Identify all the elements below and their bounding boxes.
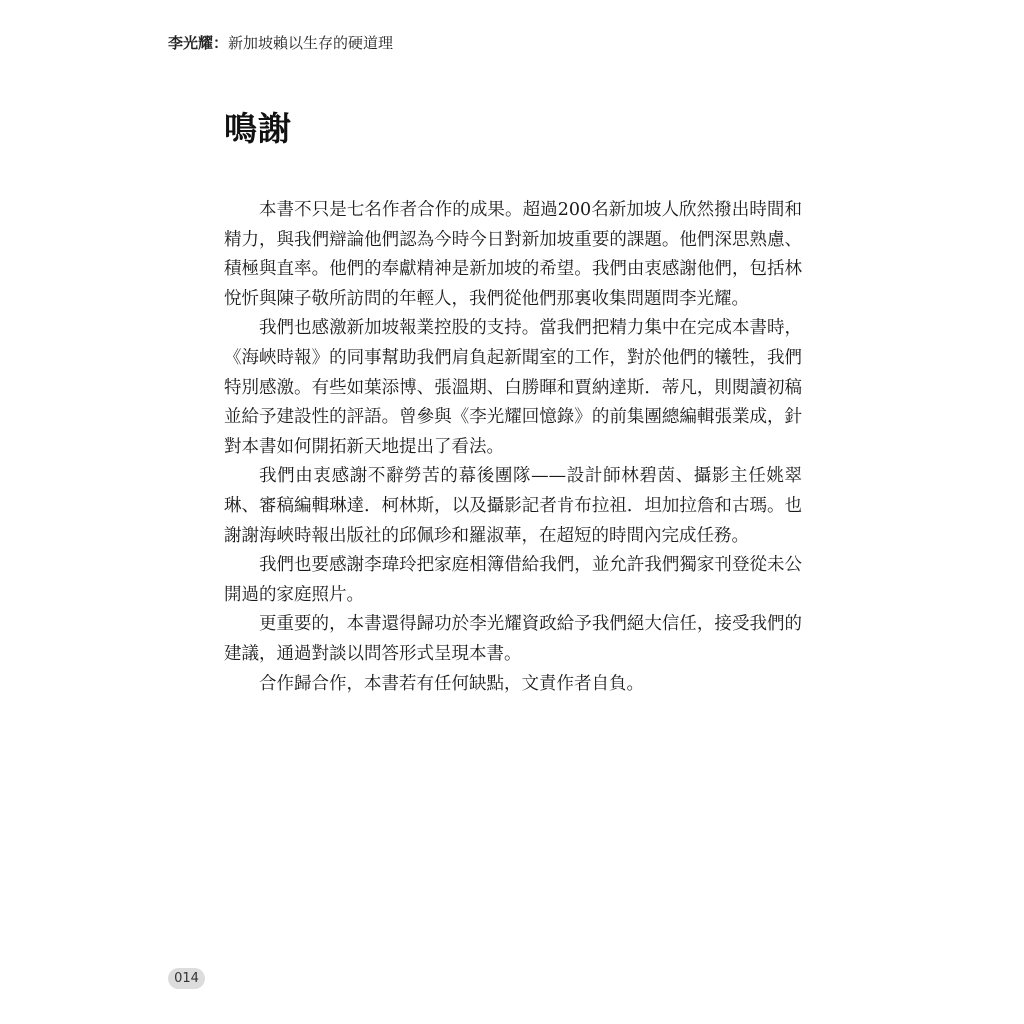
paragraph: 本書不只是七名作者合作的成果。超過200名新加坡人欣然撥出時間和精力，與我們辯論他們認為今時今日對新加坡重要的課題。他們深思熟慮、積極與直率。他們的奉獻精神是新加坡的希望。我們由衷感謝他們，包括林悅忻與陳子敬所訪問的年輕人，我們從他們那裏收集問題問李光耀。	[224, 200, 802, 309]
paragraph: 更重要的，本書還得歸功於李光耀資政給予我們絕大信任，接受我們的建議，通過對談以問答形式呈現本書。	[224, 614, 802, 664]
body-text	[224, 196, 802, 699]
paragraph: 我們也要感謝李瑋玲把家庭相簿借給我們，並允許我們獨家刊登從未公開過的家庭照片。	[224, 555, 802, 605]
book-author: 李光耀	[168, 34, 214, 52]
header-separator: ：	[213, 34, 229, 52]
book-subtitle: 新加坡賴以生存的硬道理	[228, 34, 394, 52]
paragraph: 我們也感激新加坡報業控股的支持。當我們把精力集中在完成本書時，《海峽時報》的同事幫助我們肩負起新聞室的工作，對於他們的犧牲，我們特別感激。有些如葉添博、張溫期、白勝暉和賈納達斯．蒂凡，則閱讀初稿並給予建設性的評語。曾參與《李光耀回憶錄》的前集團總編輯張業成，針對本書如何開拓新天地提出了看法。	[224, 318, 802, 457]
page-number: 014	[168, 968, 205, 989]
paragraph: 我們由衷感謝不辭勞苦的幕後團隊——設計師林碧茵、攝影主任姚翠琳、審稿編輯琳達．柯林斯，以及攝影記者肯布拉祖．坦加拉詹和古瑪。也謝謝海峽時報出版社的邱佩珍和羅淑華，在超短的時間內完成任務。	[224, 466, 802, 546]
running-header	[168, 32, 393, 54]
paragraph: 合作歸合作，本書若有任何缺點，文責作者自負。	[259, 673, 644, 694]
chapter-title: 鳴謝	[224, 109, 292, 148]
